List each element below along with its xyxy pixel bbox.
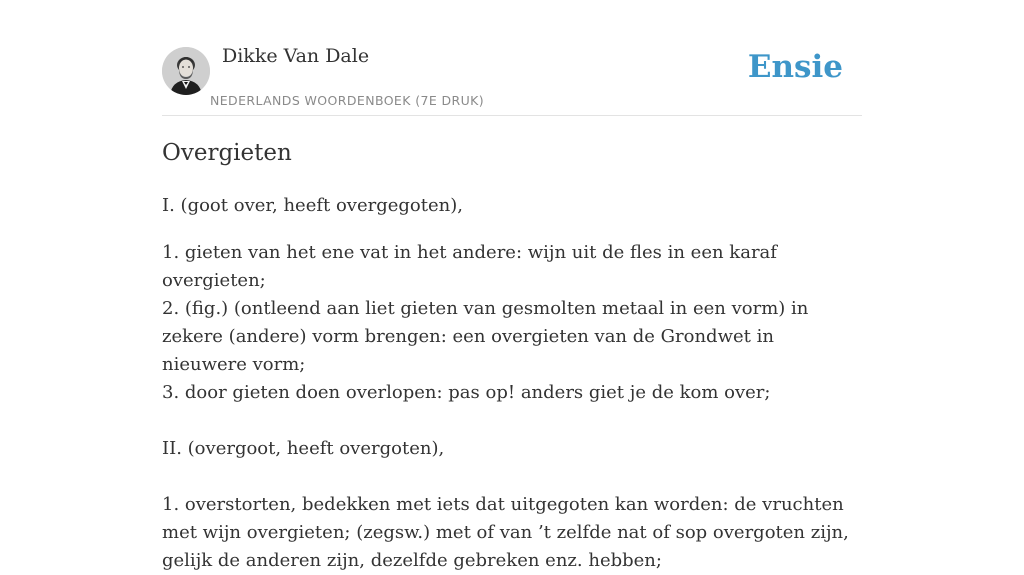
section-1-heading: I. (goot over, heeft overgegoten), (162, 195, 463, 216)
entry-header (162, 0, 862, 116)
entry-body (162, 192, 862, 575)
author-name[interactable]: Dikke Van Dale (222, 45, 370, 67)
section-2-heading: II. (overgoot, heeft overgoten), (162, 438, 445, 459)
entry-card (162, 0, 862, 571)
definition-item: 2. (fig.) (ontleend aan liet gieten van gesmolten metaal in een vorm) in zekere (andere) vorm brengen: een overgieten van de Grondwet in nieuwere vorm; (162, 298, 809, 375)
definition-item: 1. overstorten, bedekken met iets dat uitgegoten kan worden: de vruchten met wijn overgieten; (zegsw.) met of van ’t zelfde nat of sop overgoten zijn, gelijk de anderen zijn, dezelfde gebreken enz. hebben; (162, 494, 849, 571)
entry-title: Overgieten (162, 140, 292, 166)
brand-logo[interactable]: Ensie (747, 49, 843, 85)
author-avatar[interactable] (162, 47, 210, 95)
spacer (162, 407, 862, 435)
spacer (162, 463, 862, 491)
portrait-image (162, 47, 210, 95)
definition-item: 1. gieten van het ene vat in het andere: wijn uit de fles in een karaf overgieten; (162, 242, 777, 291)
source-label[interactable]: NEDERLANDS WOORDENBOEK (7E DRUK) (210, 93, 485, 108)
definition-item: 3. door gieten doen overlopen: pas op! anders giet je de kom over; (162, 382, 771, 403)
